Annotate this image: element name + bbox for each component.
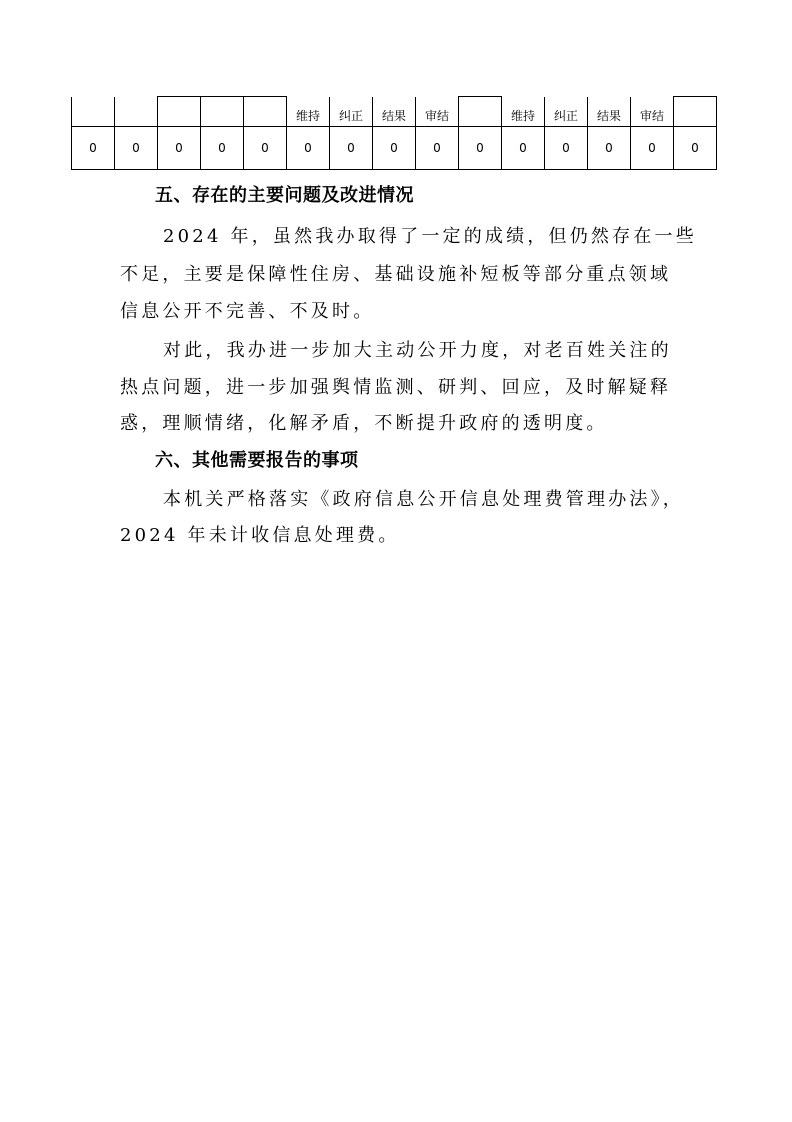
- table-cell: 维持: [502, 97, 545, 127]
- table-cell: 结果: [373, 97, 416, 127]
- table-cell: [72, 97, 115, 127]
- table-row: [72, 127, 717, 170]
- table-cell: 0: [459, 127, 502, 170]
- table-cell: 0: [330, 127, 373, 170]
- table-cell: 0: [244, 127, 287, 170]
- table-cell: 0: [502, 127, 545, 170]
- paragraph-line: 2024 年未计收信息处理费。: [120, 525, 400, 546]
- table-cell: [201, 97, 244, 127]
- table-cell: 0: [631, 127, 674, 170]
- table-header-row: [72, 97, 717, 127]
- table-cell: 0: [588, 127, 631, 170]
- section-heading: 五、存在的主要问题及改进情况: [155, 185, 414, 206]
- paragraph-line: 本机关严格落实《政府信息公开信息处理费管理办法》，: [163, 489, 684, 510]
- table-cell: 0: [201, 127, 244, 170]
- table-cell: 结果: [588, 97, 631, 127]
- table-cell: 0: [373, 127, 416, 170]
- table-cell: 纠正: [545, 97, 588, 127]
- table-cell: [158, 97, 201, 127]
- table-cell: 0: [115, 127, 158, 170]
- paragraph-line: 信息公开不完善、不及时。: [120, 301, 375, 322]
- paragraph-line: 对此，我办进一步加大主动公开力度，对老百姓关注的: [163, 340, 672, 361]
- table-cell: [459, 97, 502, 127]
- paragraph-line: 惑，理顺情绪，化解矛盾，不断提升政府的透明度。: [120, 413, 608, 434]
- table-cell: 0: [158, 127, 201, 170]
- table-cell: 审结: [416, 97, 459, 127]
- table-cell: 维持: [287, 97, 330, 127]
- table-cell: [115, 97, 158, 127]
- section-heading: 六、其他需要报告的事项: [155, 450, 359, 471]
- statistics-table: [71, 96, 717, 170]
- table-cell: 0: [674, 127, 717, 170]
- paragraph-line: 不足，主要是保障性住房、基础设施补短板等部分重点领域: [120, 264, 672, 285]
- paragraph-line: 2024 年，虽然我办取得了一定的成绩，但仍然存在一些: [163, 226, 697, 247]
- table-cell: 0: [72, 127, 115, 170]
- table-cell: 0: [416, 127, 459, 170]
- paragraph-line: 热点问题，进一步加强舆情监测、研判、回应，及时解疑释: [120, 377, 672, 398]
- table-cell: [244, 97, 287, 127]
- table-cell: 0: [287, 127, 330, 170]
- table-cell: [674, 97, 717, 127]
- table-cell: 纠正: [330, 97, 373, 127]
- table-cell: 0: [545, 127, 588, 170]
- table-cell: 审结: [631, 97, 674, 127]
